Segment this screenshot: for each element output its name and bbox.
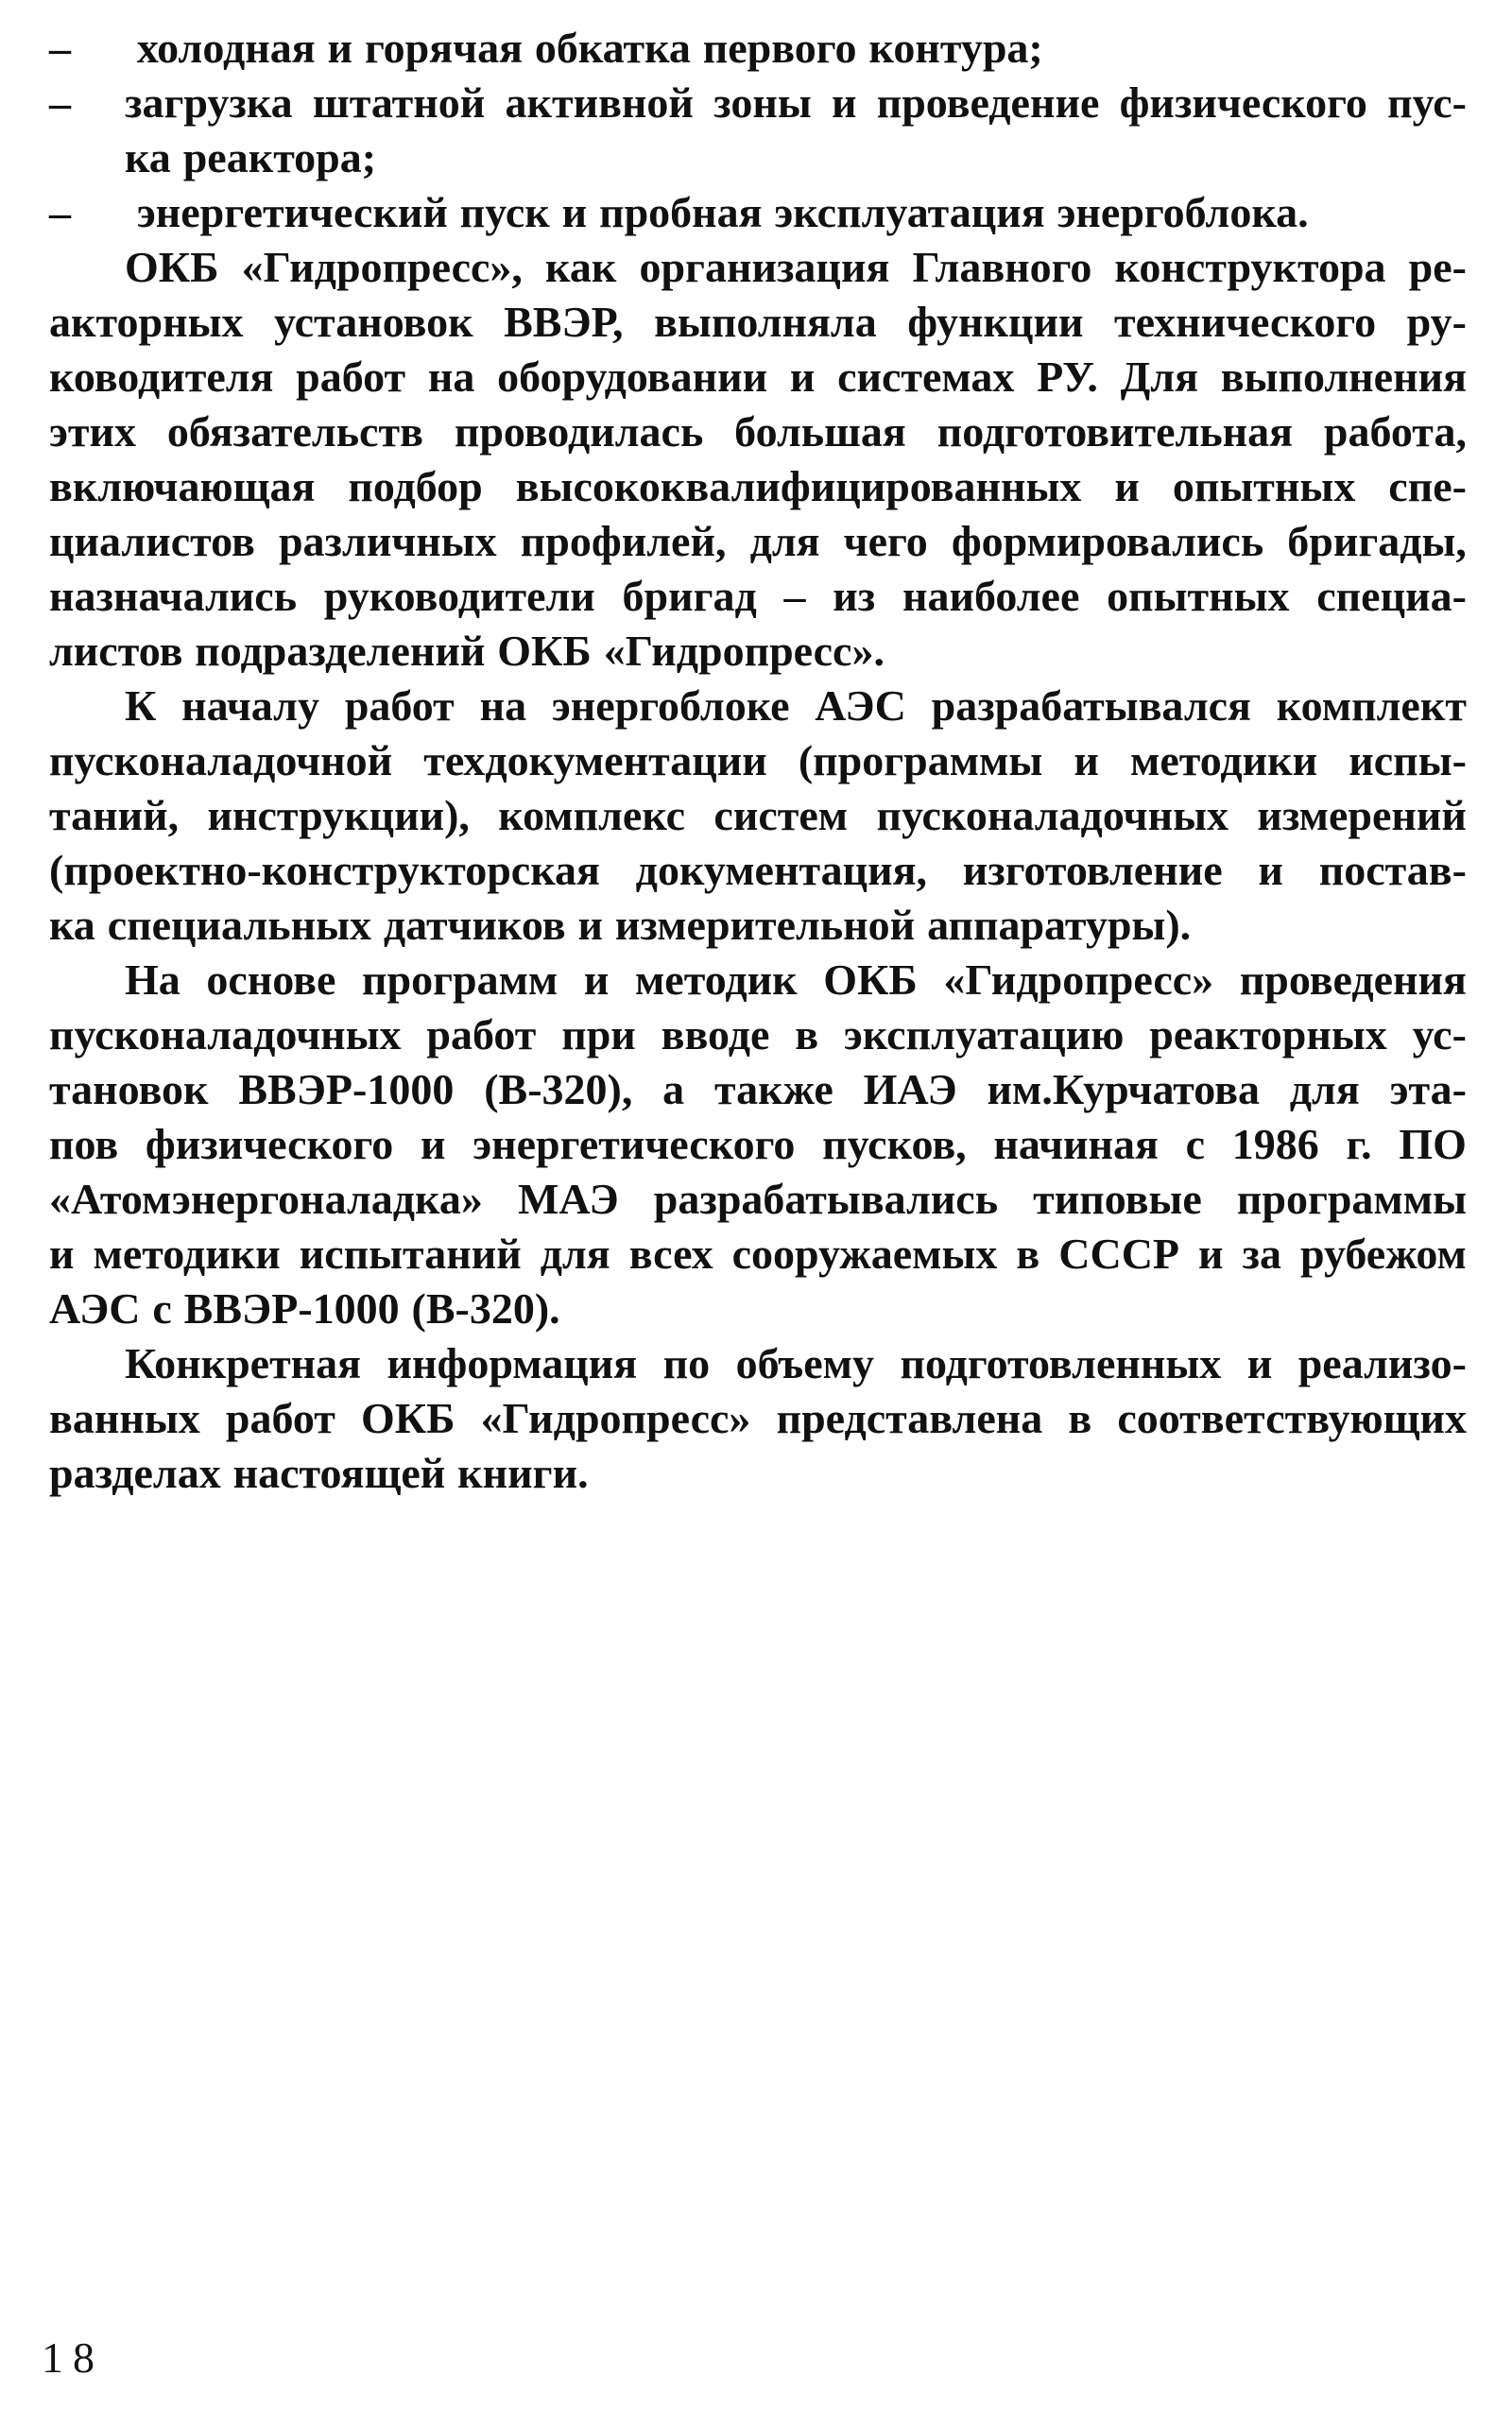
text-line: ванных работ ОКБ «Гидропресс» представлена в соответствующих [49,1394,1467,1442]
text-line: ка реактора; [125,133,377,181]
text-line: включающая подбор высококвалифицированных и опытных спе- [49,462,1467,510]
text-line: тановок ВВЭР-1000 (В-320), а также ИАЭ им.Курчатова для эта- [49,1065,1467,1113]
text-line: акторных установок ВВЭР, выполняла функции технического ру- [49,298,1467,346]
document-body [49,21,1467,1501]
text-line: этих обязательств проводилась большая подготовительная работа, [49,407,1467,456]
page-number: 18 [42,2333,104,2382]
text-line: (проектно-конструкторская документация, изготовление и постав- [49,846,1467,894]
text-line: и методики испытаний для всех сооружаемых в СССР и за рубежом [49,1230,1467,1278]
text-line: ОКБ «Гидропресс», как организация Главного конструктора ре- [125,243,1467,291]
text-line: – загрузка штатной активной зоны и проведение физического пус- [49,76,1467,130]
text-line: листов подразделений ОКБ «Гидропресс». [49,627,885,675]
text-line: пов физического и энергетического пусков, начиная с 1986 г. ПО [49,1120,1467,1168]
text-line: таний, инструкции), комплекс систем пусконаладочных измерений [49,791,1467,839]
text-line: «Атомэнергоналадка» МАЭ разрабатывались типовые программы [49,1175,1467,1223]
bullet-dash: – [49,188,71,236]
text-line: К началу работ на энергоблоке АЭС разрабатывался комплект [125,681,1467,730]
text-line: разделах настоящей книги. [49,1449,589,1497]
text-line: пусконаладочной техдокументации (программы и методики испы- [49,736,1467,784]
text-line: циалистов различных профилей, для чего формировались бригады, [49,517,1467,565]
text-line: АЭС с ВВЭР-1000 (В-320). [49,1284,560,1333]
text-line: На основе программ и методик ОКБ «Гидропресс» проведения [125,955,1467,1004]
text-line: ка специальных датчиков и измерительной аппаратуры). [49,901,1192,949]
text-line: – холодная и горячая обкатка первого контура; [49,21,1467,76]
text-line: ководителя работ на оборудовании и системах РУ. Для выполнения [49,353,1467,401]
text-line: – энергетический пуск и пробная эксплуатация энергоблока. [49,185,1467,240]
bullet-dash: – [49,78,71,127]
text-line: назначались руководители бригад – из наиболее опытных специа- [49,572,1467,620]
bullet-dash: – [49,24,71,72]
text-line: пусконаладочных работ при вводе в эксплуатацию реакторных ус- [49,1010,1467,1059]
text-line: Конкретная информация по объему подготовленных и реализо- [125,1339,1467,1387]
